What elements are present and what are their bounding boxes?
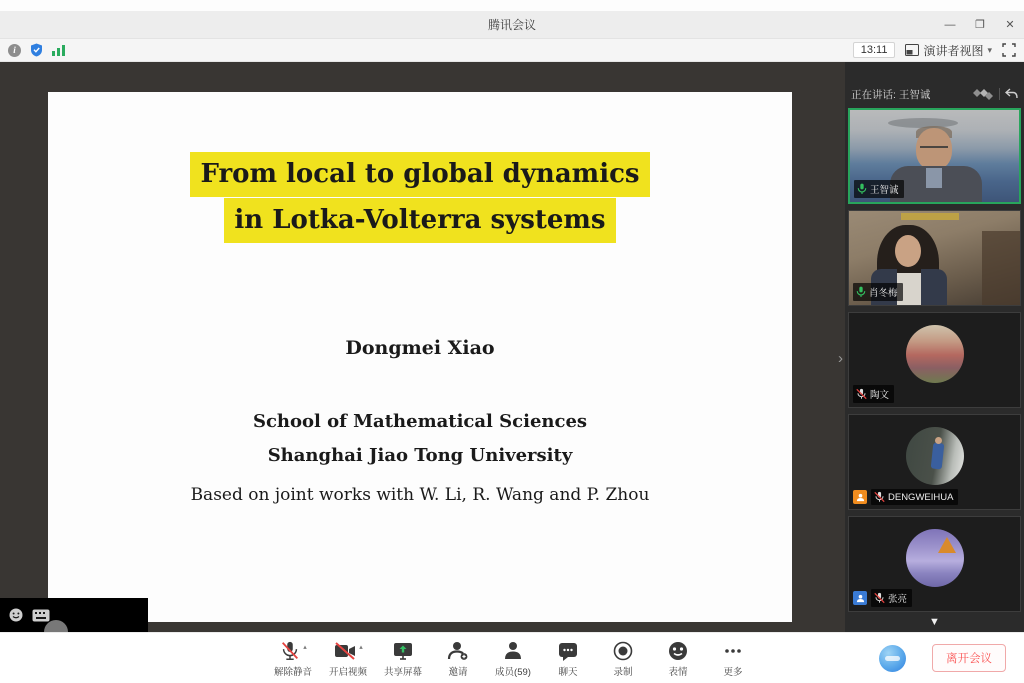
- presentation-slide: [48, 92, 792, 622]
- more-dots-icon: [721, 639, 745, 663]
- tencent-docs-icon[interactable]: [879, 645, 906, 672]
- more-button[interactable]: [712, 638, 754, 678]
- toolbar-center: [272, 638, 754, 678]
- toolbar-label: 录制: [613, 667, 633, 678]
- header-divider: [999, 88, 1000, 100]
- participant-tile-xiaodongmei[interactable]: [848, 210, 1021, 306]
- mic-muted-icon: [874, 592, 885, 604]
- desktop-strip: [0, 0, 1024, 11]
- chat-icon: [556, 639, 580, 663]
- avatar: [906, 529, 964, 587]
- participant-name-chip: [854, 180, 904, 198]
- mic-on-icon: [856, 286, 866, 298]
- avatar: [906, 325, 964, 383]
- minimize-button[interactable]: —: [944, 18, 956, 31]
- view-mode-selector[interactable]: [905, 42, 992, 59]
- participant-name-chip: [853, 385, 894, 403]
- titlebar: [0, 11, 1024, 39]
- share-screen-icon: [391, 639, 415, 663]
- meeting-info-icon[interactable]: i: [8, 44, 21, 57]
- participant-name-chip: [871, 589, 912, 607]
- meeting-time: 13:11: [853, 42, 896, 58]
- participant-name: DENGWEIHUA: [888, 491, 954, 503]
- slide-title: [48, 92, 792, 244]
- participant-name: 陶文: [870, 390, 890, 401]
- smiley-icon: [666, 639, 690, 663]
- keyboard-icon[interactable]: [32, 609, 50, 622]
- chat-button[interactable]: [547, 638, 589, 678]
- member-badge-icon: [853, 591, 867, 605]
- active-speaker-label: 正在讲话: 王智诚: [851, 88, 931, 101]
- participant-name: 张亮: [888, 594, 908, 605]
- participant-tile-zhangliang[interactable]: [848, 516, 1021, 612]
- start-video-button[interactable]: [327, 638, 369, 678]
- invite-icon: [446, 639, 470, 663]
- invite-button[interactable]: [437, 638, 479, 678]
- network-signal-icon[interactable]: [52, 44, 66, 56]
- mic-muted-icon: [856, 388, 867, 400]
- meeting-statusbar: [0, 39, 1024, 62]
- view-mode-label: 演讲者视图: [923, 43, 984, 58]
- participant-name: 王智诚: [870, 185, 899, 196]
- maximize-button[interactable]: ❐: [975, 18, 985, 31]
- mic-on-icon: [857, 183, 867, 195]
- participant-name-chip: [871, 489, 958, 505]
- security-shield-icon[interactable]: [30, 43, 43, 57]
- screen-float-toolbar: [0, 598, 148, 632]
- window-controls: [942, 11, 1018, 38]
- toolbar-label: 邀请: [448, 667, 468, 678]
- toolbar-label: 共享屏幕: [383, 667, 422, 678]
- participants-sidebar: [845, 62, 1024, 632]
- status-left: [8, 43, 66, 57]
- record-button[interactable]: [602, 638, 644, 678]
- video-options-caret-icon[interactable]: ▴: [359, 643, 363, 651]
- toolbar-label: 开启视频: [328, 667, 367, 678]
- toolbar-label: 聊天: [558, 667, 578, 678]
- toolbar-label: 更多: [723, 667, 743, 678]
- content-area: [0, 62, 1024, 632]
- participant-tile-taowen[interactable]: [848, 312, 1021, 408]
- slide-affiliation-1: School of Mathematical Sciences: [252, 411, 588, 432]
- sidebar-header-icons: [972, 88, 1018, 101]
- slide-affiliation-2: Shanghai Jiao Tong University: [267, 445, 573, 466]
- participant-tile-dengweihua[interactable]: [848, 414, 1021, 510]
- window-title: 腾讯会议: [487, 18, 536, 32]
- leave-meeting-button[interactable]: 离开会议: [932, 644, 1006, 672]
- record-icon: [611, 639, 635, 663]
- toolbar-label: 表情: [668, 667, 688, 678]
- layout-grid-icon[interactable]: [972, 88, 994, 101]
- mic-options-caret-icon[interactable]: ▴: [303, 643, 307, 651]
- members-icon: [501, 639, 525, 663]
- members-button[interactable]: [492, 638, 534, 678]
- slide-title-line2: in Lotka-Volterra systems: [224, 198, 615, 243]
- meeting-toolbar: [0, 632, 1024, 683]
- scroll-down-icon[interactable]: ▼: [929, 616, 940, 628]
- shared-screen-area: [0, 62, 845, 632]
- sidebar-header: [845, 82, 1024, 106]
- back-arrow-icon[interactable]: [1005, 88, 1018, 100]
- speaker-view-icon: [905, 44, 919, 56]
- avatar: [906, 427, 964, 485]
- hand-raised-badge-icon: [853, 490, 867, 504]
- participant-name: 肖冬梅: [869, 288, 898, 299]
- chevron-down-icon: ▾: [987, 44, 992, 55]
- slide-title-line1: From local to global dynamics: [190, 152, 649, 197]
- fullscreen-icon[interactable]: [1002, 43, 1016, 57]
- participant-tile-wangzhicheng[interactable]: [848, 108, 1021, 204]
- slide-author: Dongmei Xiao: [345, 337, 495, 359]
- mic-muted-icon: [874, 491, 885, 503]
- slide-credits: Based on joint works with W. Li, R. Wang and P. Zhou: [190, 485, 650, 505]
- camera-off-icon: [333, 639, 357, 663]
- toolbar-right: [879, 633, 1024, 683]
- close-button[interactable]: ✕: [1005, 18, 1015, 31]
- mic-muted-icon: [279, 639, 301, 663]
- toolbar-label: 成员(59): [495, 667, 531, 678]
- participant-name-chip: [853, 283, 903, 301]
- sidebar-collapse-chevron-icon[interactable]: ›: [838, 350, 843, 367]
- share-screen-button[interactable]: [382, 638, 424, 678]
- toolbar-label: 解除静音: [273, 667, 312, 678]
- participant-tiles: [845, 108, 1024, 612]
- status-right: [853, 42, 1016, 59]
- reactions-button[interactable]: [657, 638, 699, 678]
- emoji-reaction-icon[interactable]: [8, 607, 24, 623]
- unmute-button[interactable]: [272, 638, 314, 678]
